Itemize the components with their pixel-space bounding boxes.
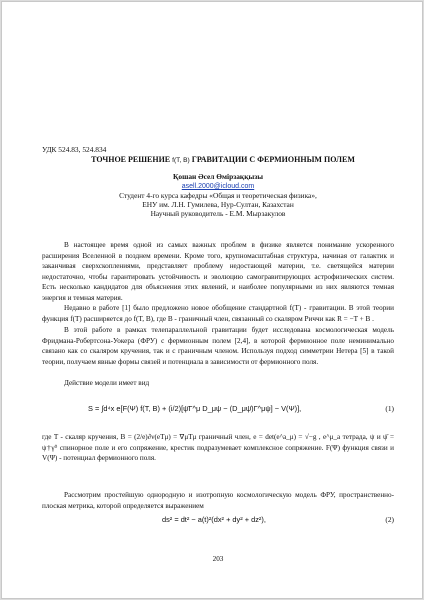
document-page [1, 1, 423, 599]
paragraph-model: В этой работе в рамках телепараллельной гравитации будет исследована космологическая модель Фридмана-Робертсона-Уокера (ФРУ) с фермионным полем [2,4], в которой фермионное поле неминимально связано как со скаляром кручения, так и с граничным членом. Используя подход симметрии Нетера [5] в такой теории, получаем явные формы связей и потенциала в зависимости от фермионного поля. [42, 326, 394, 366]
title-part1: ТОЧНОЕ РЕШЕНИЕ [91, 155, 171, 164]
author-block [42, 172, 394, 218]
paragraph-frw-metric: Рассмотрим простейшую однородную и изотропную космологическую модель ФРУ, пространственно-плоская метрика, которой определяется выражением [42, 491, 394, 510]
equation-2-number: (2) [385, 515, 394, 524]
equation-2 [42, 512, 394, 526]
equation-1-expression: S = ∫d⁴x e[F(Ψ) f(T, B) + (i/2)[ψ̄Γ^μ D_μψ − (D_μψ̄)Γ^μψ] − V(Ψ)], [88, 404, 302, 413]
author-supervisor: Научный руководитель - Е.М. Мырзакулов [150, 209, 286, 219]
paragraph-intro: В настоящее время одной из самых важных проблем в физике является понимание ускоренного расширения Вселенной в позднем времени. Кроме того, крупномасштабная структура, начиная от галактик и заканчивая сверхскоплениями, представляет проблему недостающей материи, т.е. светящейся материи недостаточно, чтобы гарантировать устойчивость и эволюцию самогравитирующих астрофизических систем. Есть несколько кандидатов для объяснения этих явлений, и наиболее популярными из них являются темная энергия и темная материя. [42, 241, 394, 302]
paragraph-generalization: Недавно в работе [1] было предложено новое обобщение стандартной f(T) - гравитации. В этой теории функция f(T) расширяется до f(T, B), где B - граничный член, связанный со скаляром Риччи как R = −T + B . [42, 304, 394, 323]
author-affiliation-2: ЕНУ им. Л.Н. Гумилева, Нур-Султан, Казахстан [142, 200, 294, 210]
title-part2: ГРАВИТАЦИИ С ФЕРМИОННЫМ ПОЛЕМ [191, 155, 355, 164]
title-formula: f(T, B) [172, 157, 190, 164]
paper-title [52, 155, 394, 164]
equation-1 [42, 400, 394, 422]
author-name: Қошан Әсел Өмірзаққызы [173, 172, 263, 181]
equation-1-number: (1) [385, 404, 394, 413]
paragraph-action-intro: Действие модели имеет вид [64, 379, 150, 387]
author-email-link[interactable]: asell.2000@icloud.com [181, 183, 255, 191]
equation-2-expression: ds² = dt² − a(t)²(dx² + dy² + dz²), [162, 515, 266, 524]
udk-code: УДК 524.83, 524.834 [42, 145, 107, 154]
paragraph-definitions: где T - скаляр кручения, B = (2/e)∂ν(eTμ) = ∇μTμ граничный член, e = det(e^a_μ) = √−g , e^μ_a тетрада, ψ и ψ̄ = ψ†γ⁰ спинорное поле и его сопряжение, крестик подразумевает комплексное сопряжение. F(Ψ) функция связи и V(Ψ) - потенциал фермионного поля. [42, 433, 394, 463]
page-number: 203 [212, 555, 224, 563]
author-affiliation-1: Студент 4-го курса кафедры «Общая и теоретическая физика», [119, 191, 317, 201]
